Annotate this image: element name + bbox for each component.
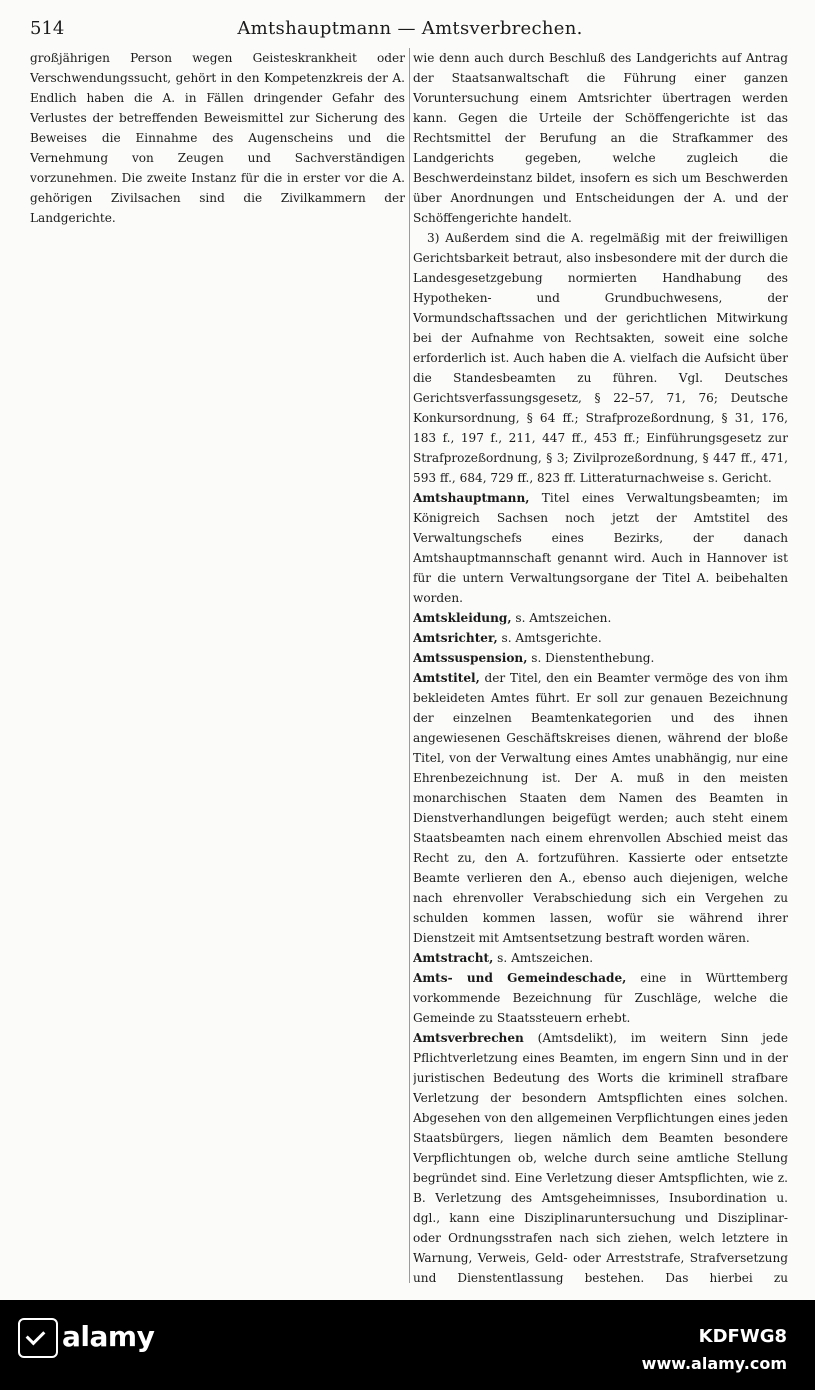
entry-head: Amtssuspension, [413, 651, 528, 665]
entry-head: Amtskleidung, [413, 611, 512, 625]
entry-text: der Titel, den ein Beamter vermöge des von ihm bekleideten Amtes führt. Er soll zur genauen Bezeichnung der einzelnen Beamtenkategorien und des ihnen angewiesenen Geschäftskreises dienen, während der bloße Titel, von der Verwaltung eines Amtes unabhängig, nur eine Ehrenbezeichnung ist. Der A. muß in den meisten monarchischen Staaten dem Namen des Beamten in Dienstverhandlungen beigefügt werden; auch steht einem Staatsbeamten nach einem ehrenvollen Abschied meist das Recht zu, den A. fortzuführen. Kassierte oder entsetzte Beamte verlieren den A., ebenso auch diejenigen, welche nach ehrenvoller Verabschiedung sich ein Vergehen zu schulden kommen lassen, wofür sie während ihrer Dienstzeit mit Amtsentsetzung bestraft worden wären. [413, 671, 788, 945]
alamy-logo-icon [18, 1318, 58, 1358]
entry-amtstracht [413, 948, 788, 968]
entry-text: s. Dienstenthebung. [527, 651, 655, 665]
entry-text: s. Amtszeichen. [493, 951, 594, 965]
entry-text: (Amtsdelikt), im weitern Sinn jede Pflichtverletzung eines Beamten, im engern Sinn und in der juristischen Bedeutung des Worts die kriminell strafbare Verletzung der besondern Amtspflichten eines solchen. Abgesehen von den allgemeinen Verpflichtungen eines jeden Staatsbürgers, liegen nämlich dem Beamten besondere Verpflichtungen ob, welche durch seine amtliche Stellung begründet sind. Eine Verletzung dieser Amtspflichten, wie z. B. Verletzung des Amtsgeheimnisses, Insubordination u. dgl., kann eine Disziplinaruntersuchung und Disziplinar- oder Ordnungsstrafen nach sich ziehen, welch letztere in Warnung, Verweis, Geld- oder Arreststrafe, Strafversetzung und Dienstentlassung bestehen. Das hierbei zu [413, 1031, 788, 1285]
entry-text: s. Amtszeichen. [511, 611, 612, 625]
column-divider [409, 48, 410, 1283]
right-continuation: wie denn auch durch Beschluß des Landgerichts auf Antrag der Staatsanwaltschaft die Führung einer ganzen Voruntersuchung einem Amtsrichter übertragen werden kann. Gegen die Urteile der Schöffengerichte ist das Rechtsmittel der Berufung an die Strafkammer des Landgerichts gegeben, welche zugleich die Beschwerdeinstanz bildet, insofern es sich um Beschwerden über Anordnungen und Entscheidungen der A. und der Schöffengerichte handelt. [413, 51, 788, 225]
right-column [413, 48, 788, 1288]
entry-head: Amts- und Gemeindeschade, [413, 971, 627, 985]
left-paragraph-1: großjährigen Person wegen Geisteskrankheit oder Verschwendungssucht, gehört in den Kompetenzkreis der A. Endlich haben die A. in Fällen dringender Gefahr des Verlustes der betreffenden Beweismittel zur Sicherung des Beweises die Einnahme des Augenscheins und die Vernehmung von Zeugen und Sachverständigen vorzunehmen. Die zweite Instanz für die in erster vor die A. gehörigen Zivilsachen sind die Zivilkammern der Landgerichte. [30, 51, 405, 225]
watermark-url: www.alamy.com [641, 1354, 787, 1373]
entry-head: Amtshauptmann, [413, 491, 530, 505]
entry-head: Amtsverbrechen [413, 1031, 524, 1045]
entry-amtsverbrechen [413, 1028, 788, 1288]
page-header [30, 14, 790, 44]
entry-amtssuspension [413, 648, 788, 668]
entry-amtsrichter [413, 628, 788, 648]
page-number: 514 [30, 18, 65, 39]
entry-amtskleidung [413, 608, 788, 628]
watermark-site: alamy [62, 1320, 155, 1353]
entry-head: Amtstracht, [413, 951, 494, 965]
running-title: Amtshauptmann — Amtsverbrechen. [237, 18, 583, 39]
entry-amts-und-gemeindeschade [413, 968, 788, 1028]
entry-head: Amtsrichter, [413, 631, 498, 645]
entry-amtshauptmann [413, 488, 788, 608]
entry-text: s. Amtsgerichte. [497, 631, 602, 645]
right-paragraph-3: 3) Außerdem sind die A. regelmäßig mit der freiwilligen Gerichtsbarkeit betraut, also insbesondere mit der durch die Landesgesetzgebung normierten Handhabung des Hypotheken- und Grundbuchwesens, der Vormundschaftssachen und der gerichtlichen Mitwirkung bei der Aufnahme von Rechtsakten, soweit eine solche erforderlich ist. Auch haben die A. vielfach die Aufsicht über die Standesbeamten zu führen. Vgl. Deutsches Gerichtsverfassungsgesetz, § 22–57, 71, 76; Deutsche Konkursordnung, § 64 ff.; Strafprozeßordnung, § 31, 176, 183 f., 197 f., 211, 447 ff., 453 ff.; Einführungsgesetz zur Strafprozeßordnung, § 3; Zivilprozeßordnung, § 447 ff., 471, 593 ff., 684, 729 ff., 823 ff. Litteraturnachweise s. Gericht. [413, 231, 788, 485]
entry-amtstitel [413, 668, 788, 948]
left-column [30, 48, 405, 1288]
entry-text: Titel eines Verwaltungsbeamten; im Königreich Sachsen noch jetzt der Amtstitel des Verwaltungschefs eines Bezirks, der danach Amtshauptmannschaft genannt wird. Auch in Hannover ist für die untern Verwaltungsorgane der Titel A. beibehalten worden. [413, 491, 788, 605]
watermark-image-id: KDFWG8 [698, 1326, 787, 1347]
entry-text: eine in Württemberg vorkommende Bezeichnung für Zuschläge, welche die Gemeinde zu Staatssteuern erhebt. [413, 971, 788, 1025]
stock-watermark-band [0, 1300, 815, 1390]
entry-head: Amtstitel, [413, 671, 480, 685]
